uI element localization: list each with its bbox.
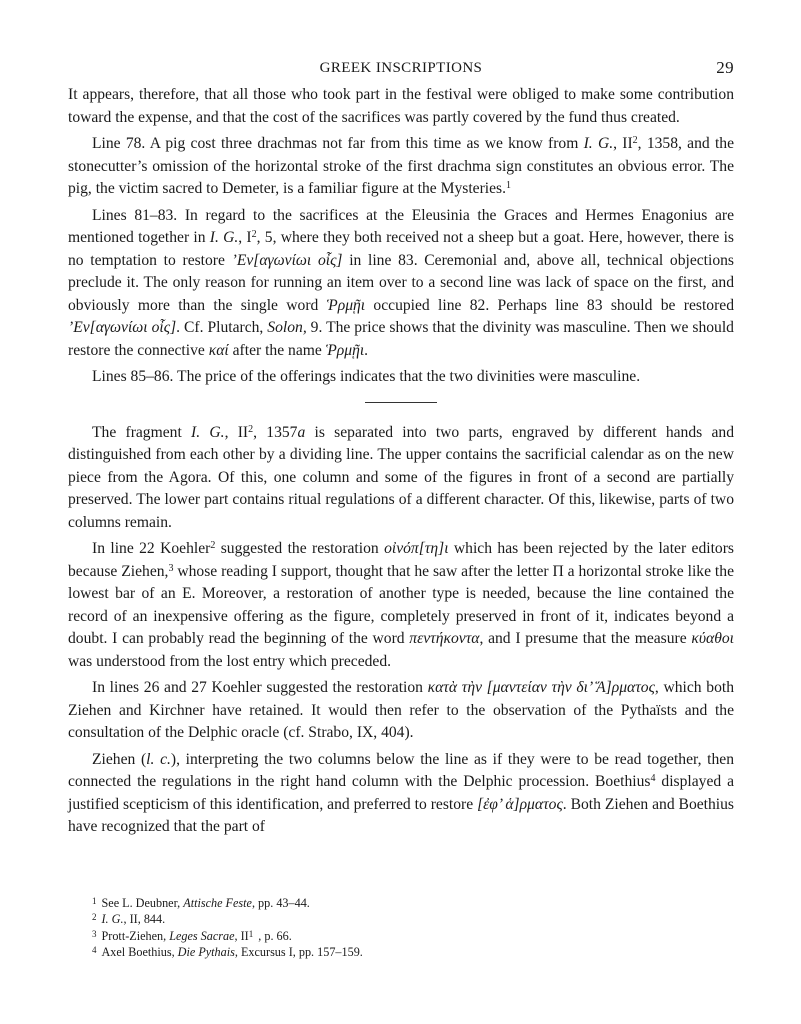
greek-text: [ἐφ’ ἁ]ρματος <box>477 795 563 813</box>
page-number: 29 <box>716 58 734 77</box>
greek-text: οἰνόπ[τη]ι <box>384 540 449 557</box>
footnote-ref-2: 2 <box>210 540 216 551</box>
footnote-2: $^2$ I. G., II, 844. <box>92 912 166 927</box>
greek-text: πεντήκοντα <box>409 630 480 647</box>
greek-text: ’Εν[αγωνίωι οἶς] <box>231 251 343 269</box>
footnote-4: $^4$ Axel Boethius, Die Pythais, Excursus I, pp. 157–159. <box>92 944 363 959</box>
paragraph-lines-26-27: In lines 26 and 27 Koehler suggested the restoration κατὰ τὴν [μαντείαν τὴν δι’ Ἅ]ρματος, which both Ziehen and Kirchner have retained. It would then refer to the observation of the Pythaïsts and the consultation of the Delphic oracle (cf. Strabo, IX, 404). <box>68 679 734 741</box>
page <box>68 58 734 843</box>
greek-text: Ῥρμῇι <box>326 296 366 314</box>
greek-text: κατὰ τὴν [μαντείαν τὴν δι’ Ἅ]ρματος <box>427 679 655 696</box>
paragraph-line-22: In line 22 Koehler$^2$ suggested the restoration οἰνόπ[τη]ι which has been rejected by the later editors because Ziehen,$^3$ whose reading I support, thought that he saw after the letter Π a horizontal stroke like the lowest bar of an E. Moreover, a restoration of another type is needed, because the line contained the record of an inexpensive offering as the figure, completely preserved in front of it, indicates beyond a doubt. I can probably read the beginning of the word πεντήκοντα, and I presume that the measure κύαθοι was understood from the lost entry which preceded. <box>68 540 734 670</box>
paragraph-lines-81-83: Lines 81–83. In regard to the sacrifices at the Eleusinia the Graces and Hermes Enagonius are mentioned together in I. G., $I^2$, 5, where they both received not a sheep but a goat. Here, however, there is no temptation to restore ’Εν[αγωνίωι οἶς] in line 83. Ceremonial and, above all, technical objections preclude it. The only reason for running an item over to a second line was lack of space on the first, and obviously more than the single word Ῥρμῇι occupied line 82. Perhaps line 83 should be restored ’Εν[αγωνίωι οἶς]. Cf. Plutarch, Solon, 9. The price shows that the divinity was masculine. Then we should restore the connective καί after the name Ῥρμῇι. <box>68 206 735 359</box>
paragraph-lines-85-86: Lines 85–86. The price of the offerings indicates that the two divinities were masculine. <box>92 368 641 385</box>
greek-text: ’Εν[αγωνίωι οἶς] <box>68 319 177 336</box>
footnote-1: $^1$ See L. Deubner, Attische Feste, pp. 43–44. <box>92 896 310 910</box>
paragraph-festival-contribution: It appears, therefore, that all those who took part in the festival were obliged to make some contribution toward the expense, and that the cost of the sacrifices was partly covered by the fund thus created. <box>68 86 734 126</box>
paragraph-line-78: Line 78. A pig cost three drachmas not far from this time as we know from I. G., $II^2$, 1358, and the stonecutter’s omission of the horizontal stroke of the first drachma sign constitutes an obvious error. The pig, the victim sacred to Demeter, is a familiar figure at the Mysteries.$^1$ <box>68 135 734 197</box>
footnote-ref-1: 1 <box>506 180 512 191</box>
greek-text: κύαθοι <box>691 630 734 647</box>
paragraph-ziehen: Ziehen (l. c.), interpreting the two columns below the line as if they were to be read together, then connected the regulations in the right hand column with the Delphic procession. Boethius$^4$ displayed a justified scepticism of this identification, and preferred to restore [ἐφ’ ἁ]ρματος. Both Ziehen and Boethius have recognized that the part of <box>68 750 735 835</box>
paragraph-fragment-1357a: The fragment I. G., $II^2$, 1357a is separated into two parts, engraved by different hands and distinguished from each other by a dividing line. The upper contains the sacrificial calendar as on the new piece from the Agora. Of this, one column and some of the figures in front of a second are partially preserved. The lower part contains ritual regulations of a different character. Of this, likewise, parts of two columns remain. <box>68 423 734 531</box>
greek-text: καί <box>208 341 229 359</box>
section-divider <box>365 402 437 403</box>
footnote-3: $^3$ Prott-Ziehen, Leges Sacrae, $II^1$ , p. 66. <box>92 928 292 943</box>
running-title: GREEK INSCRIPTIONS <box>319 60 483 76</box>
greek-text: Ῥρμῇι <box>325 341 365 359</box>
footnotes <box>92 895 712 960</box>
footnote-ref-3: 3 <box>168 562 174 574</box>
footnote-ref-4: 4 <box>650 773 656 784</box>
running-header <box>68 58 734 84</box>
